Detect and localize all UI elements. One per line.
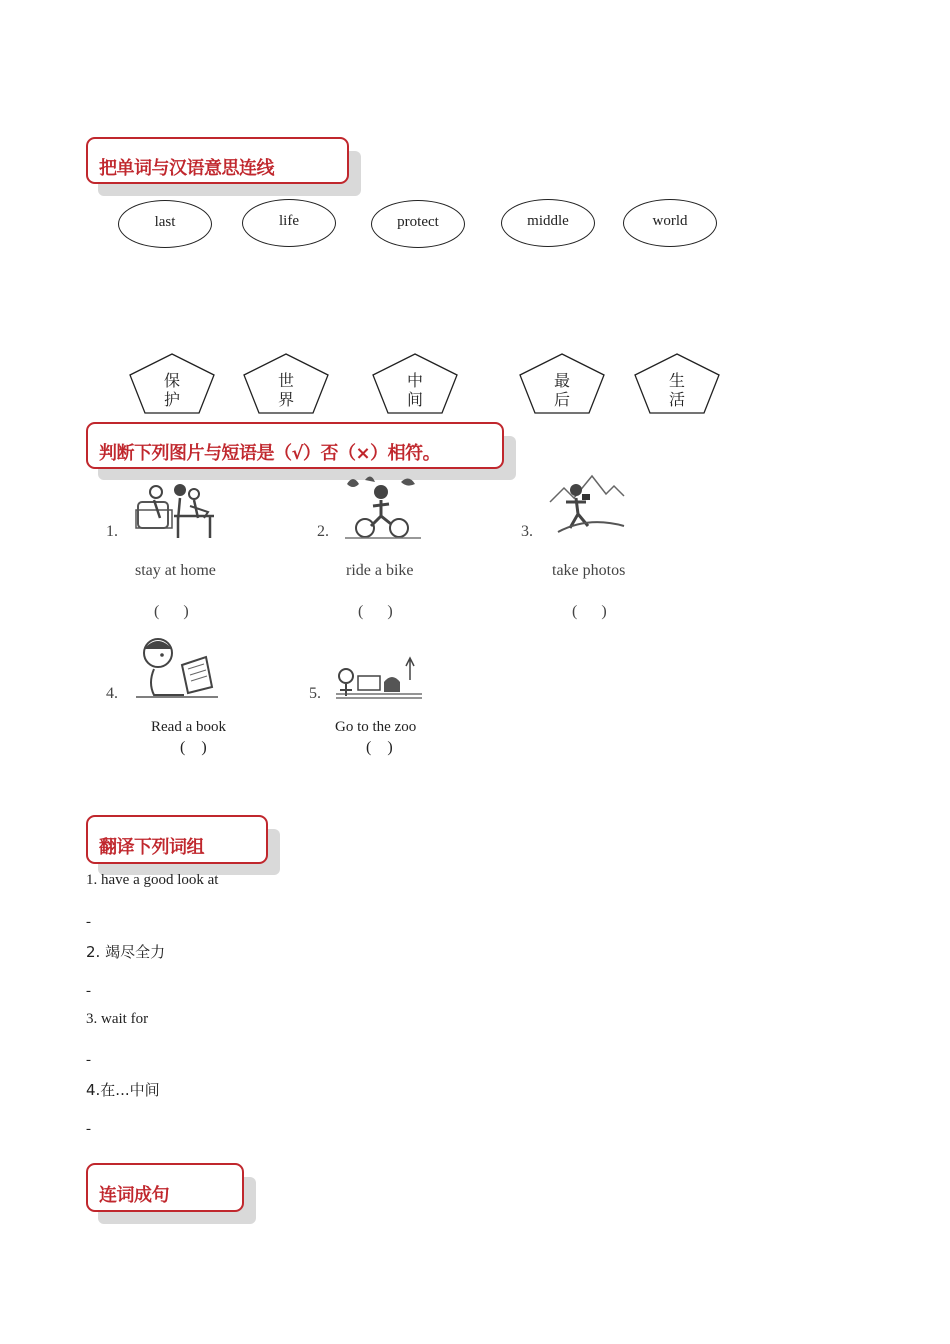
photographer-illustration	[548, 472, 626, 544]
meaning-pentagon-middle[interactable]: 中 间	[371, 353, 459, 415]
word-oval-last[interactable]: last	[118, 200, 212, 248]
translate-question: 4.在...中间	[86, 1081, 160, 1099]
phrase-text: ride a bike	[346, 562, 414, 579]
answer-blank[interactable]: ( )	[572, 603, 607, 620]
section-title: 判断下列图片与短语是（√）否（×）相符。	[99, 443, 441, 464]
reading-boy-illustration	[134, 635, 220, 705]
translate-question: 1. have a good look at	[86, 872, 219, 888]
bike-rider-illustration	[343, 472, 423, 544]
word-oval-life[interactable]: life	[242, 199, 336, 247]
section-header-matching	[86, 137, 361, 197]
meaning-pentagon-world[interactable]: 世 界	[242, 353, 330, 415]
translate-question: 2. 竭尽全力	[86, 943, 166, 961]
translate-question: 3. wait for	[86, 1011, 149, 1027]
item-number: 4.	[106, 685, 118, 702]
answer-blank[interactable]: ( )	[180, 739, 207, 756]
answer-blank[interactable]: ( )	[366, 739, 393, 756]
phrase-text: take photos	[552, 562, 626, 579]
word-oval-protect[interactable]: protect	[371, 200, 465, 248]
phrase-text: Read a book	[151, 719, 226, 735]
item-number: 2.	[317, 523, 329, 540]
item-number: 3.	[521, 523, 533, 540]
answer-line[interactable]: -	[86, 1052, 91, 1068]
meaning-pentagon-life[interactable]: 生 活	[633, 353, 721, 415]
answer-line[interactable]: -	[86, 1121, 91, 1137]
answer-line[interactable]: -	[86, 914, 91, 930]
zoo-trip-illustration	[336, 656, 422, 706]
phrase-text: stay at home	[135, 562, 216, 579]
answer-line[interactable]: -	[86, 983, 91, 999]
section-title: 连词成句	[99, 1185, 169, 1206]
section-header-sentence	[86, 1163, 256, 1225]
meaning-pentagon-protect[interactable]: 保 护	[128, 353, 216, 415]
answer-blank[interactable]: ( )	[154, 603, 189, 620]
section-header-translate	[86, 815, 280, 877]
section-header-judge	[86, 422, 516, 482]
word-oval-middle[interactable]: middle	[501, 199, 595, 247]
section-title: 把单词与汉语意思连线	[99, 158, 274, 179]
section-title: 翻译下列词组	[99, 837, 204, 858]
answer-blank[interactable]: ( )	[358, 603, 393, 620]
family-home-illustration	[134, 480, 220, 546]
meaning-pentagon-last[interactable]: 最 后	[518, 353, 606, 415]
item-number: 5.	[309, 685, 321, 702]
item-number: 1.	[106, 523, 118, 540]
word-oval-world[interactable]: world	[623, 199, 717, 247]
phrase-text: Go to the zoo	[335, 719, 417, 735]
